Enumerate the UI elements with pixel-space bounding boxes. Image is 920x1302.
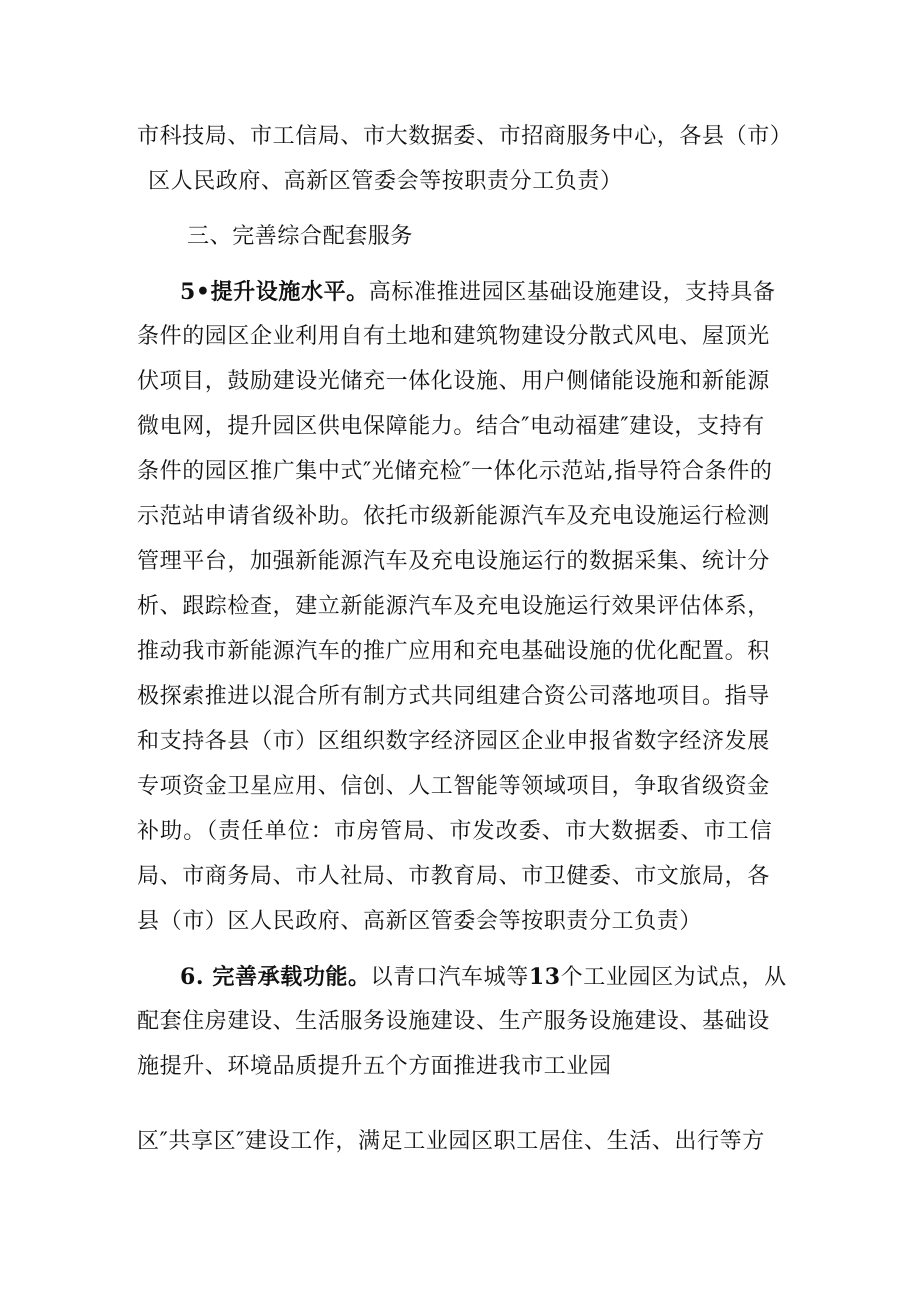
item-6-title: 6. 完善承载功能。 — [180, 964, 371, 990]
item-5-title: 5•提升设施水平。 — [180, 279, 369, 305]
section-heading: 三、完善综合配套服务 — [187, 224, 414, 249]
text-line-20: 配套住房建设、生活服务设施建设、生产服务设施建设、基础设 — [137, 1009, 770, 1034]
text-line-5: 伏项目，鼓励建设光储充一体化设施、用户侧储能设施和新能源 — [137, 369, 770, 394]
text-line-1: 市科技局、市工信局、市大数据委、市招商服务中心，各县（市） — [137, 124, 793, 149]
text-line-17: 县（市）区人民政府、高新区管委会等按职责分工负责） — [137, 909, 703, 934]
text-line-7: 条件的园区推广集中式″光储充检″一体化示范站,指导符合条件的 — [137, 459, 773, 484]
text-line-15: 补助。（责任单位：市房管局、市发改委、市大数据委、市工信 — [137, 819, 773, 844]
item-6-text-a: 以青口汽车城等 — [370, 965, 529, 990]
text-line-9: 管理平台，加强新能源汽车及充电设施运行的数据采集、统计分 — [137, 549, 770, 574]
text-line-11: 推动我市新能源汽车的推广应用和充电基础设施的优化配置。积 — [137, 639, 770, 664]
item-6-text-b: 个工业园区为试点，从 — [560, 965, 787, 990]
text-line-8: 示范站申请省级补助。依托市级新能源汽车及充电设施运行检测 — [137, 504, 770, 529]
item-6-count: 13 — [528, 964, 561, 990]
text-line-21: 施提升、环境品质提升五个方面推进我市工业园 — [137, 1054, 612, 1079]
text-line-2: 区人民政府、高新区管委会等按职责分工负责） — [148, 169, 623, 194]
text-line-12: 极探索推进以混合所有制方式共同组建合资公司落地项目。指导 — [137, 684, 770, 709]
text-line-4: 条件的园区企业利用自有土地和建筑物建设分散式风电、屋顶光 — [137, 324, 770, 349]
text-line-22: 区″共享区″建设工作，满足工业园区职工居住、生活、出行等方 — [137, 1129, 765, 1154]
text-line-14: 专项资金卫星应用、信创、人工智能等领域项目，争取省级资金 — [137, 774, 770, 799]
text-line-6: 微电网，提升园区供电保障能力。结合″电动福建″建设，支持有 — [137, 414, 765, 439]
text-line-16: 局、市商务局、市人社局、市教育局、市卫健委、市文旅局，各 — [137, 864, 770, 889]
text-line-10: 析、跟踪检查，建立新能源汽车及充电设施运行效果评估体系， — [137, 594, 770, 619]
item-5-text: 高标准推进园区基础设施建设，支持具备 — [368, 280, 776, 305]
item-6-first-line — [180, 962, 787, 993]
item-5-first-line — [180, 277, 776, 308]
text-line-13: 和支持各县（市）区组织数字经济园区企业申报省数字经济发展 — [137, 729, 770, 754]
